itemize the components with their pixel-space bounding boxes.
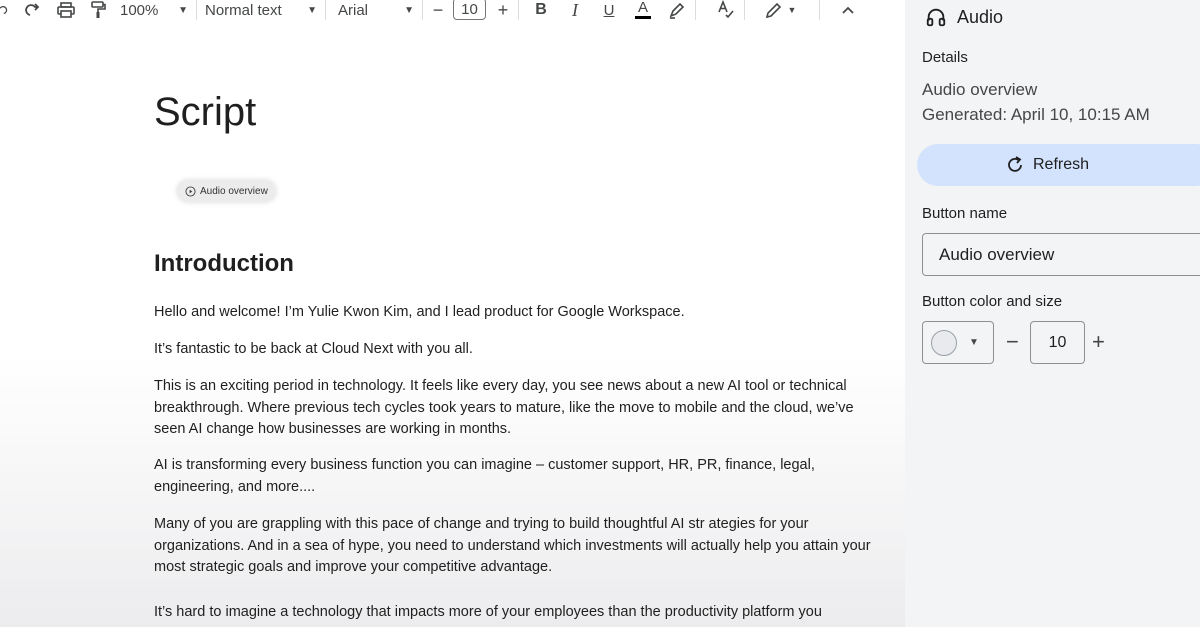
collapse-icon bbox=[838, 0, 858, 20]
panel-header bbox=[925, 6, 1003, 28]
decrease-font-size-button[interactable] bbox=[431, 0, 445, 20]
size-increase-button[interactable] bbox=[1092, 331, 1105, 353]
highlighter-icon bbox=[667, 0, 687, 20]
bold-button[interactable] bbox=[531, 0, 551, 20]
panel-title: Audio bbox=[957, 6, 1004, 27]
font-size-value: 10 bbox=[461, 0, 478, 18]
highlight-color-button[interactable] bbox=[667, 0, 687, 20]
toolbar-divider bbox=[819, 0, 820, 20]
refresh-icon bbox=[1005, 155, 1025, 175]
play-circle-icon bbox=[185, 186, 196, 197]
chevron-down-icon: ▼ bbox=[969, 337, 979, 348]
toolbar bbox=[0, 0, 905, 20]
details-label: Details bbox=[922, 49, 968, 66]
button-size-value: 10 bbox=[1048, 333, 1067, 351]
toolbar-divider bbox=[422, 0, 423, 20]
paragraph-style-value: Normal text bbox=[205, 1, 282, 19]
italic-button[interactable] bbox=[565, 0, 585, 20]
font-select[interactable] bbox=[338, 0, 414, 20]
detail-generated: Generated: April 10, 10:15 AM bbox=[922, 105, 1150, 124]
audio-side-panel bbox=[905, 0, 1200, 627]
toolbar-divider bbox=[695, 0, 696, 20]
toolbar-divider bbox=[325, 0, 326, 20]
detail-name: Audio overview bbox=[922, 80, 1038, 99]
paragraph: This is an exciting period in technology. It feels like every day, you see news about a new AI tool or technical breakthrough. Where previous tech cycles took years to mature, like the move to mobile and the cloud, we’ve seen AI change how businesses are working in months. bbox=[154, 378, 854, 437]
spellcheck-icon bbox=[716, 0, 736, 20]
redo-button[interactable] bbox=[24, 0, 44, 20]
button-color-select[interactable] bbox=[922, 321, 994, 364]
page-title: Script bbox=[154, 90, 257, 134]
font-size-input[interactable] bbox=[453, 0, 486, 20]
text-color-letter: A bbox=[637, 0, 648, 16]
chevron-down-icon: ▼ bbox=[178, 4, 188, 16]
paragraph-style-select[interactable] bbox=[205, 0, 317, 20]
button-name-value: Audio overview bbox=[939, 244, 1055, 264]
increase-font-size-button[interactable] bbox=[496, 0, 510, 20]
chevron-down-icon: ▼ bbox=[787, 5, 797, 15]
underline-icon: U bbox=[603, 1, 615, 19]
refresh-button[interactable] bbox=[917, 144, 1200, 186]
chevron-down-icon: ▼ bbox=[404, 4, 414, 16]
paragraph: Many of you are grappling with this pace of change and trying to build thoughtful AI str ategies for your organizations. And in a sea of hype, you need to understand which investments will actually help you attain your most strategic goals and improve your competitive advantage. bbox=[154, 516, 871, 575]
font-value: Arial bbox=[338, 1, 369, 19]
underline-button[interactable] bbox=[599, 0, 619, 20]
text-color-icon bbox=[635, 1, 651, 19]
button-color-size-label: Button color and size bbox=[922, 293, 1063, 310]
spellcheck-button[interactable] bbox=[716, 0, 736, 20]
print-button[interactable] bbox=[56, 0, 76, 20]
button-size-input[interactable] bbox=[1030, 321, 1085, 364]
toolbar-divider bbox=[518, 0, 519, 20]
chip-label: Audio overview bbox=[200, 185, 268, 197]
button-name-label: Button name bbox=[922, 205, 1008, 222]
plus-icon: + bbox=[1092, 329, 1105, 354]
redo-icon bbox=[24, 0, 44, 20]
color-swatch bbox=[931, 330, 957, 356]
button-name-input[interactable] bbox=[922, 233, 1200, 276]
section-heading: Introduction bbox=[154, 250, 294, 277]
minus-icon: − bbox=[432, 0, 444, 20]
toolbar-divider bbox=[744, 0, 745, 20]
headphones-icon bbox=[925, 6, 947, 28]
italic-icon: I bbox=[572, 0, 578, 20]
text-color-button[interactable] bbox=[633, 0, 653, 20]
paragraph: It’s fantastic to be back at Cloud Next with you all. bbox=[154, 341, 473, 357]
document-canvas[interactable] bbox=[0, 20, 905, 627]
collapse-toolbar-button[interactable] bbox=[838, 0, 858, 20]
paint-format-button[interactable] bbox=[88, 0, 108, 20]
paint-format-icon bbox=[88, 0, 108, 20]
refresh-label: Refresh bbox=[1032, 156, 1090, 173]
audio-overview-chip[interactable] bbox=[177, 180, 276, 202]
editing-mode-button[interactable] bbox=[763, 0, 797, 20]
print-icon bbox=[56, 0, 76, 20]
zoom-value: 100% bbox=[120, 1, 159, 19]
toolbar-divider bbox=[196, 0, 197, 20]
undo-icon bbox=[0, 0, 8, 20]
undo-button[interactable] bbox=[0, 0, 8, 20]
paragraph: It’s hard to imagine a technology that impacts more of your employees than the productivity platform you bbox=[154, 604, 822, 620]
minus-icon: − bbox=[1006, 329, 1019, 354]
paragraph: Hello and welcome! I’m Yulie Kwon Kim, and I lead product for Google Workspace. bbox=[154, 304, 685, 320]
size-decrease-button[interactable] bbox=[1006, 331, 1019, 353]
plus-icon: + bbox=[497, 0, 509, 20]
paragraph: AI is transforming every business function you can imagine – customer support, HR, PR, finance, legal, engineering, and more.... bbox=[154, 457, 815, 495]
text-color-bar bbox=[635, 16, 651, 19]
bold-icon: B bbox=[535, 1, 547, 18]
zoom-select[interactable] bbox=[120, 0, 188, 20]
edit-mode-icon bbox=[764, 0, 784, 20]
chevron-down-icon: ▼ bbox=[307, 4, 317, 16]
